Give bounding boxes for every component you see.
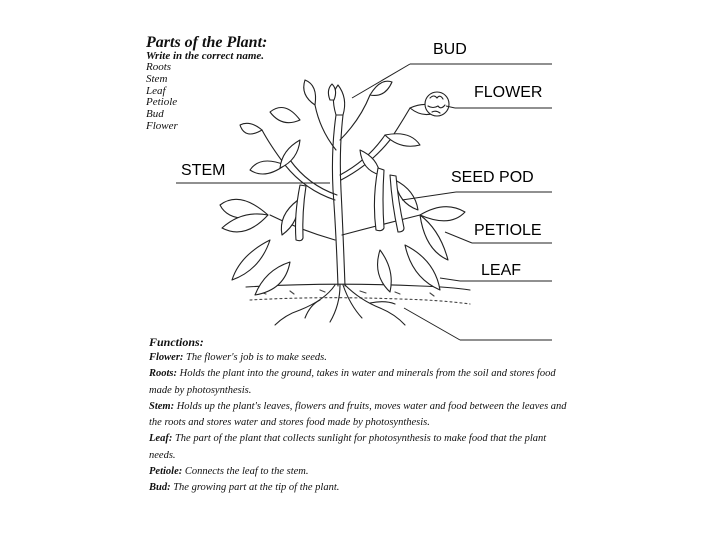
function-text: Holds the plant into the ground, takes in water and minerals from the soil and stores food made by photosynthesis. [149,368,556,396]
label-stem: STEM [181,162,226,179]
function-item-petiole [149,464,569,480]
worksheet-instruction: Write in the correct name. [146,50,265,62]
word-bank-item: Stem [146,72,168,85]
word-bank-item: Roots [146,61,172,73]
word-bank-item: Bud [146,108,164,121]
word-bank-item: Petiole [146,96,178,109]
function-item-bud [149,480,569,496]
petiole-pointer-line [445,232,472,243]
leaf-pointer-line [440,278,460,281]
bud [328,84,335,100]
word-bank-item: Flower [146,119,178,132]
label-leaf: LEAF [481,262,522,279]
seed-pods [296,168,405,241]
function-text: The part of the plant that collects sunlight for photosynthesis to make food that the plant needs. [149,433,547,461]
function-term: Petiole: [149,466,183,478]
function-item-flower [149,350,569,366]
functions-heading: Functions: [149,335,204,349]
function-term: Leaf: [149,433,173,445]
function-text: The growing part at the tip of the plant. [170,482,340,494]
functions-section [149,334,569,497]
flower [425,92,449,116]
function-item-roots [149,366,569,399]
label-flower: FLOWER [474,84,543,101]
label-seed-pod: SEED POD [451,169,534,186]
function-text: The flower's job is to make seeds. [183,352,327,363]
function-item-stem [149,399,569,432]
word-bank-item: Leaf [146,84,166,97]
function-term: Stem: [149,400,175,412]
function-text: Holds up the plant's leaves, flowers and fruits, moves water and food between the leaves and the roots and stores water and stores food made by photosynthesis. [149,400,567,429]
roots [275,285,405,325]
function-term: Flower: [149,352,184,363]
worksheet-title: Parts of the Plant: [146,34,268,51]
function-text: Connects the leaf to the stem. [182,466,309,478]
label-bud: BUD [433,41,467,58]
function-item-leaf [149,431,569,464]
function-term: Roots: [149,368,178,380]
label-petiole: PETIOLE [474,222,542,239]
function-term: Bud: [149,482,171,494]
